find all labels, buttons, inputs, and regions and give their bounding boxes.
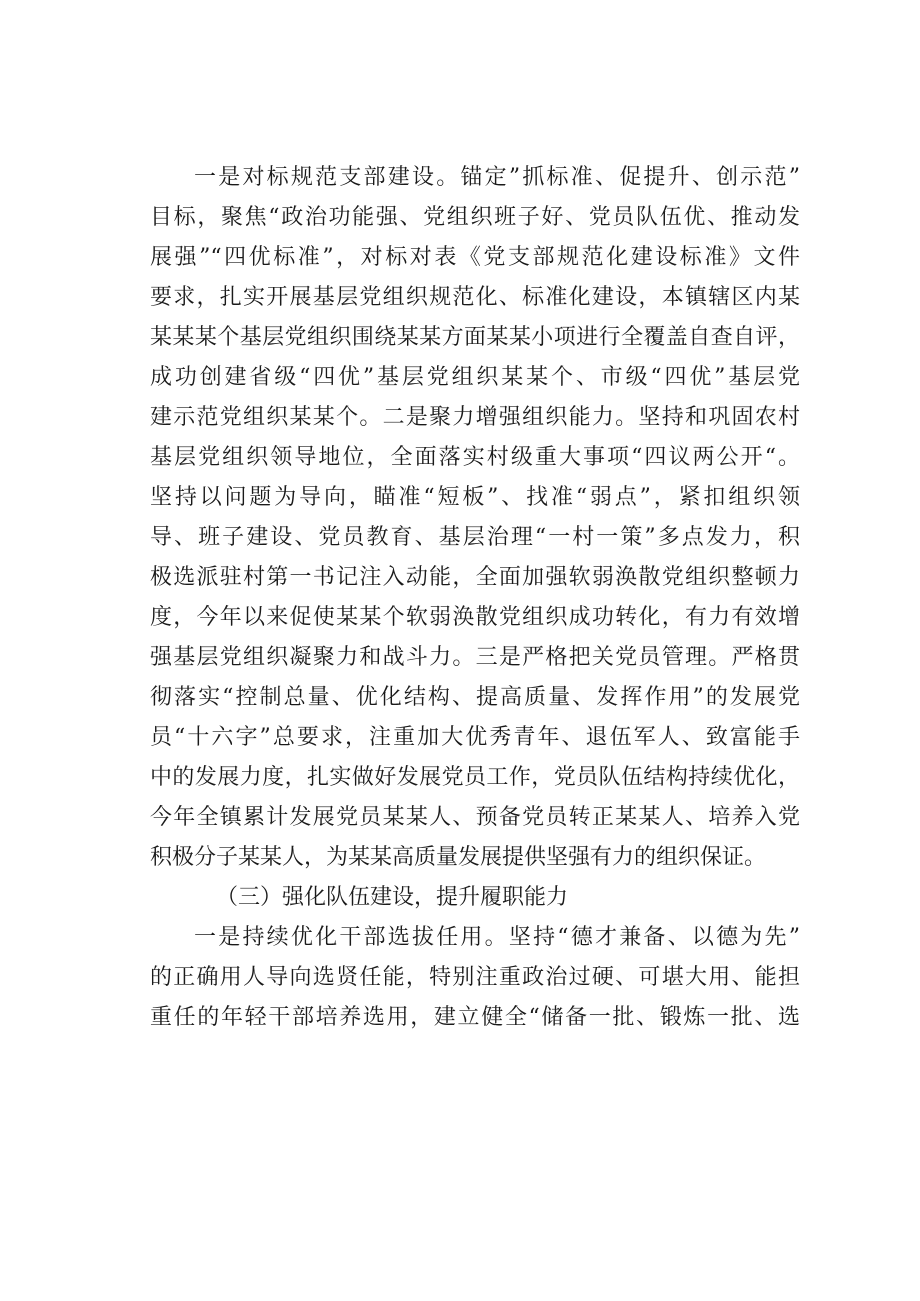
paragraph-1-line: 坚持以问题为导向，瞄准“短板”、找准“弱点”，紧扣组织领	[150, 485, 800, 510]
paragraph-1-line: 基层党组织领导地位，全面落实村级重大事项“四议两公开“。	[150, 445, 800, 470]
section-heading: （三）强化队伍建设，提升履职能力	[216, 885, 569, 910]
paragraph-1-line: 建示范党组织某某个。二是聚力增强组织能力。坚持和巩固农村	[150, 405, 800, 430]
paragraph-1-line: 度，今年以来促使某某个软弱涣散党组织成功转化，有力有效增	[150, 605, 800, 630]
paragraph-1-line: 强基层党组织凝聚力和战斗力。三是严格把关党员管理。严格贯	[150, 645, 800, 670]
paragraph-1-line: 要求，扎实开展基层党组织规范化、标准化建设，本镇辖区内某	[150, 285, 800, 310]
paragraph-1-line: 极选派驻村第一书记注入动能，全面加强软弱涣散党组织整顿力	[150, 565, 800, 590]
paragraph-1-line: 中的发展力度，扎实做好发展党员工作，党员队伍结构持续优化，	[150, 765, 800, 790]
paragraph-1-line: 彻落实“控制总量、优化结构、提高质量、发挥作用”的发展党	[150, 685, 800, 710]
paragraph-1-line: 某某某个基层党组织围绕某某方面某某小项进行全覆盖自查自评，	[150, 325, 800, 350]
paragraph-2-line: 的正确用人导向选贤任能，特别注重政治过硬、可堪大用、能担	[150, 965, 800, 990]
paragraph-1-line: 积极分子某某人，为某某高质量发展提供坚强有力的组织保证。	[150, 845, 767, 870]
paragraph-1-line: 员“十六字”总要求，注重加大优秀青年、退伍军人、致富能手	[150, 725, 800, 750]
paragraph-1-line: 成功创建省级“四优”基层党组织某某个、市级“四优”基层党	[150, 365, 800, 390]
paragraph-1-line: 今年全镇累计发展党员某某人、预备党员转正某某人、培养入党	[150, 805, 800, 830]
paragraph-1-line: 展强”“四优标准”，对标对表《党支部规范化建设标准》文件	[150, 245, 800, 270]
document-body	[150, 158, 800, 1038]
paragraph-1-line: 一是对标规范支部建设。锚定”抓标准、促提升、创示范”	[194, 165, 800, 190]
paragraph-1-line: 目标，聚焦“政治功能强、党组织班子好、党员队伍优、推动发	[150, 205, 800, 230]
paragraph-2-line: 一是持续优化干部选拔任用。坚持“德才兼备、以德为先”	[194, 925, 800, 950]
paragraph-2-line: 重任的年轻干部培养选用，建立健全“储备一批、锻炼一批、选	[150, 1005, 800, 1030]
paragraph-1-line: 导、班子建设、党员教育、基层治理“一村一策”多点发力，积	[150, 525, 800, 550]
